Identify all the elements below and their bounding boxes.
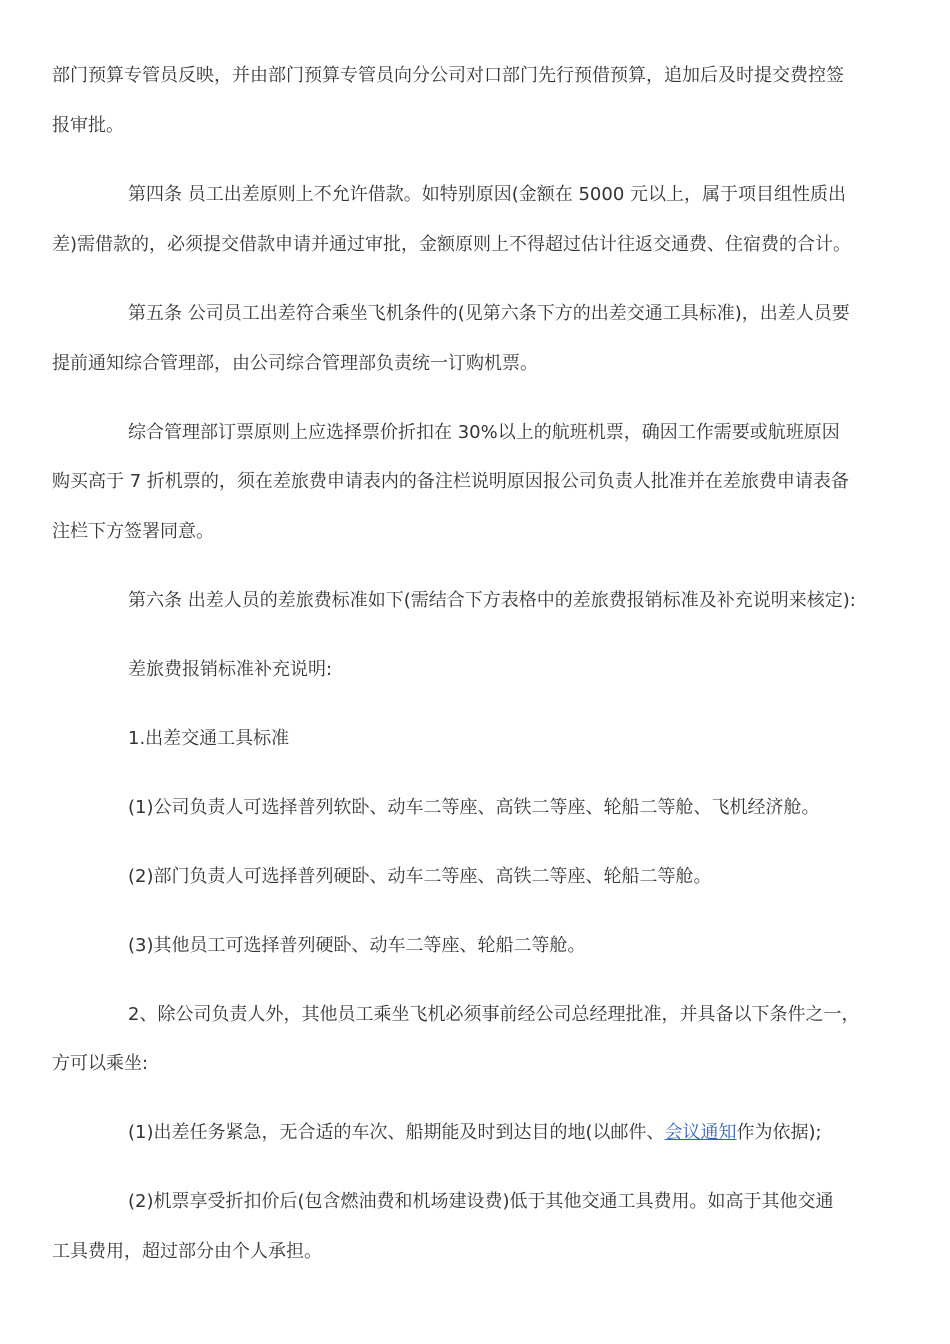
list-heading: 2、除公司负责人外，其他员工乘坐飞机必须事前经公司总经理批准，并具备以下条件之一，: [128, 1004, 860, 1025]
list-item-text: 作为依据);: [736, 1122, 822, 1143]
paragraph-line: 综合管理部订票原则上应选择票价折扣在 30%以上的航班机票，确因工作需要或航班原因: [128, 422, 840, 443]
article-4-line: 第四条 员工出差原则上不允许借款。如特别原因(金额在 5000 元以上，属于项目组性质出: [128, 184, 846, 205]
meeting-notice-link[interactable]: 会议通知: [664, 1122, 737, 1143]
list-item: (1)公司负责人可选择普列软卧、动车二等座、高铁二等座、轮船二等舱、飞机经济舱。: [128, 797, 820, 818]
list-item: [128, 1121, 822, 1145]
paragraph-line: 注栏下方签署同意。: [52, 521, 214, 542]
list-item: (2)部门负责人可选择普列硬卧、动车二等座、高铁二等座、轮船二等舱。: [128, 866, 712, 887]
article-5-line: 第五条 公司员工出差符合乘坐飞机条件的(见第六条下方的出差交通工具标准)，出差人员要: [128, 303, 850, 324]
paragraph-line: 工具费用，超过部分由个人承担。: [52, 1241, 322, 1262]
list-heading: 1.出差交通工具标准: [128, 728, 290, 749]
list-item: (2)机票享受折扣价后(包含燃油费和机场建设费)低于其他交通工具费用。如高于其他交通: [128, 1191, 834, 1212]
paragraph-line: 报审批。: [52, 115, 124, 136]
article-6-line: 第六条 出差人员的差旅费标准如下(需结合下方表格中的差旅费报销标准及补充说明来核定):: [128, 590, 856, 611]
paragraph-line: 方可以乘坐:: [52, 1053, 149, 1074]
paragraph-line: 差)需借款的，必须提交借款申请并通过审批，金额原则上不得超过估计往返交通费、住宿费的合计。: [52, 234, 852, 255]
paragraph-line: 提前通知综合管理部，由公司综合管理部负责统一订购机票。: [52, 353, 538, 374]
paragraph-line: 部门预算专管员反映，并由部门预算专管员向分公司对口部门先行预借预算，追加后及时提交费控签: [52, 65, 844, 86]
paragraph-line: 购买高于 7 折机票的，须在差旅费申请表内的备注栏说明原因报公司负责人批准并在差旅费申请表备: [52, 471, 849, 492]
list-item: (3)其他员工可选择普列硬卧、动车二等座、轮船二等舱。: [128, 935, 586, 956]
section-heading: 差旅费报销标准补充说明:: [128, 659, 333, 680]
list-item-text: (1)出差任务紧急，无合适的车次、船期能及时到达目的地(以邮件、: [128, 1122, 665, 1143]
